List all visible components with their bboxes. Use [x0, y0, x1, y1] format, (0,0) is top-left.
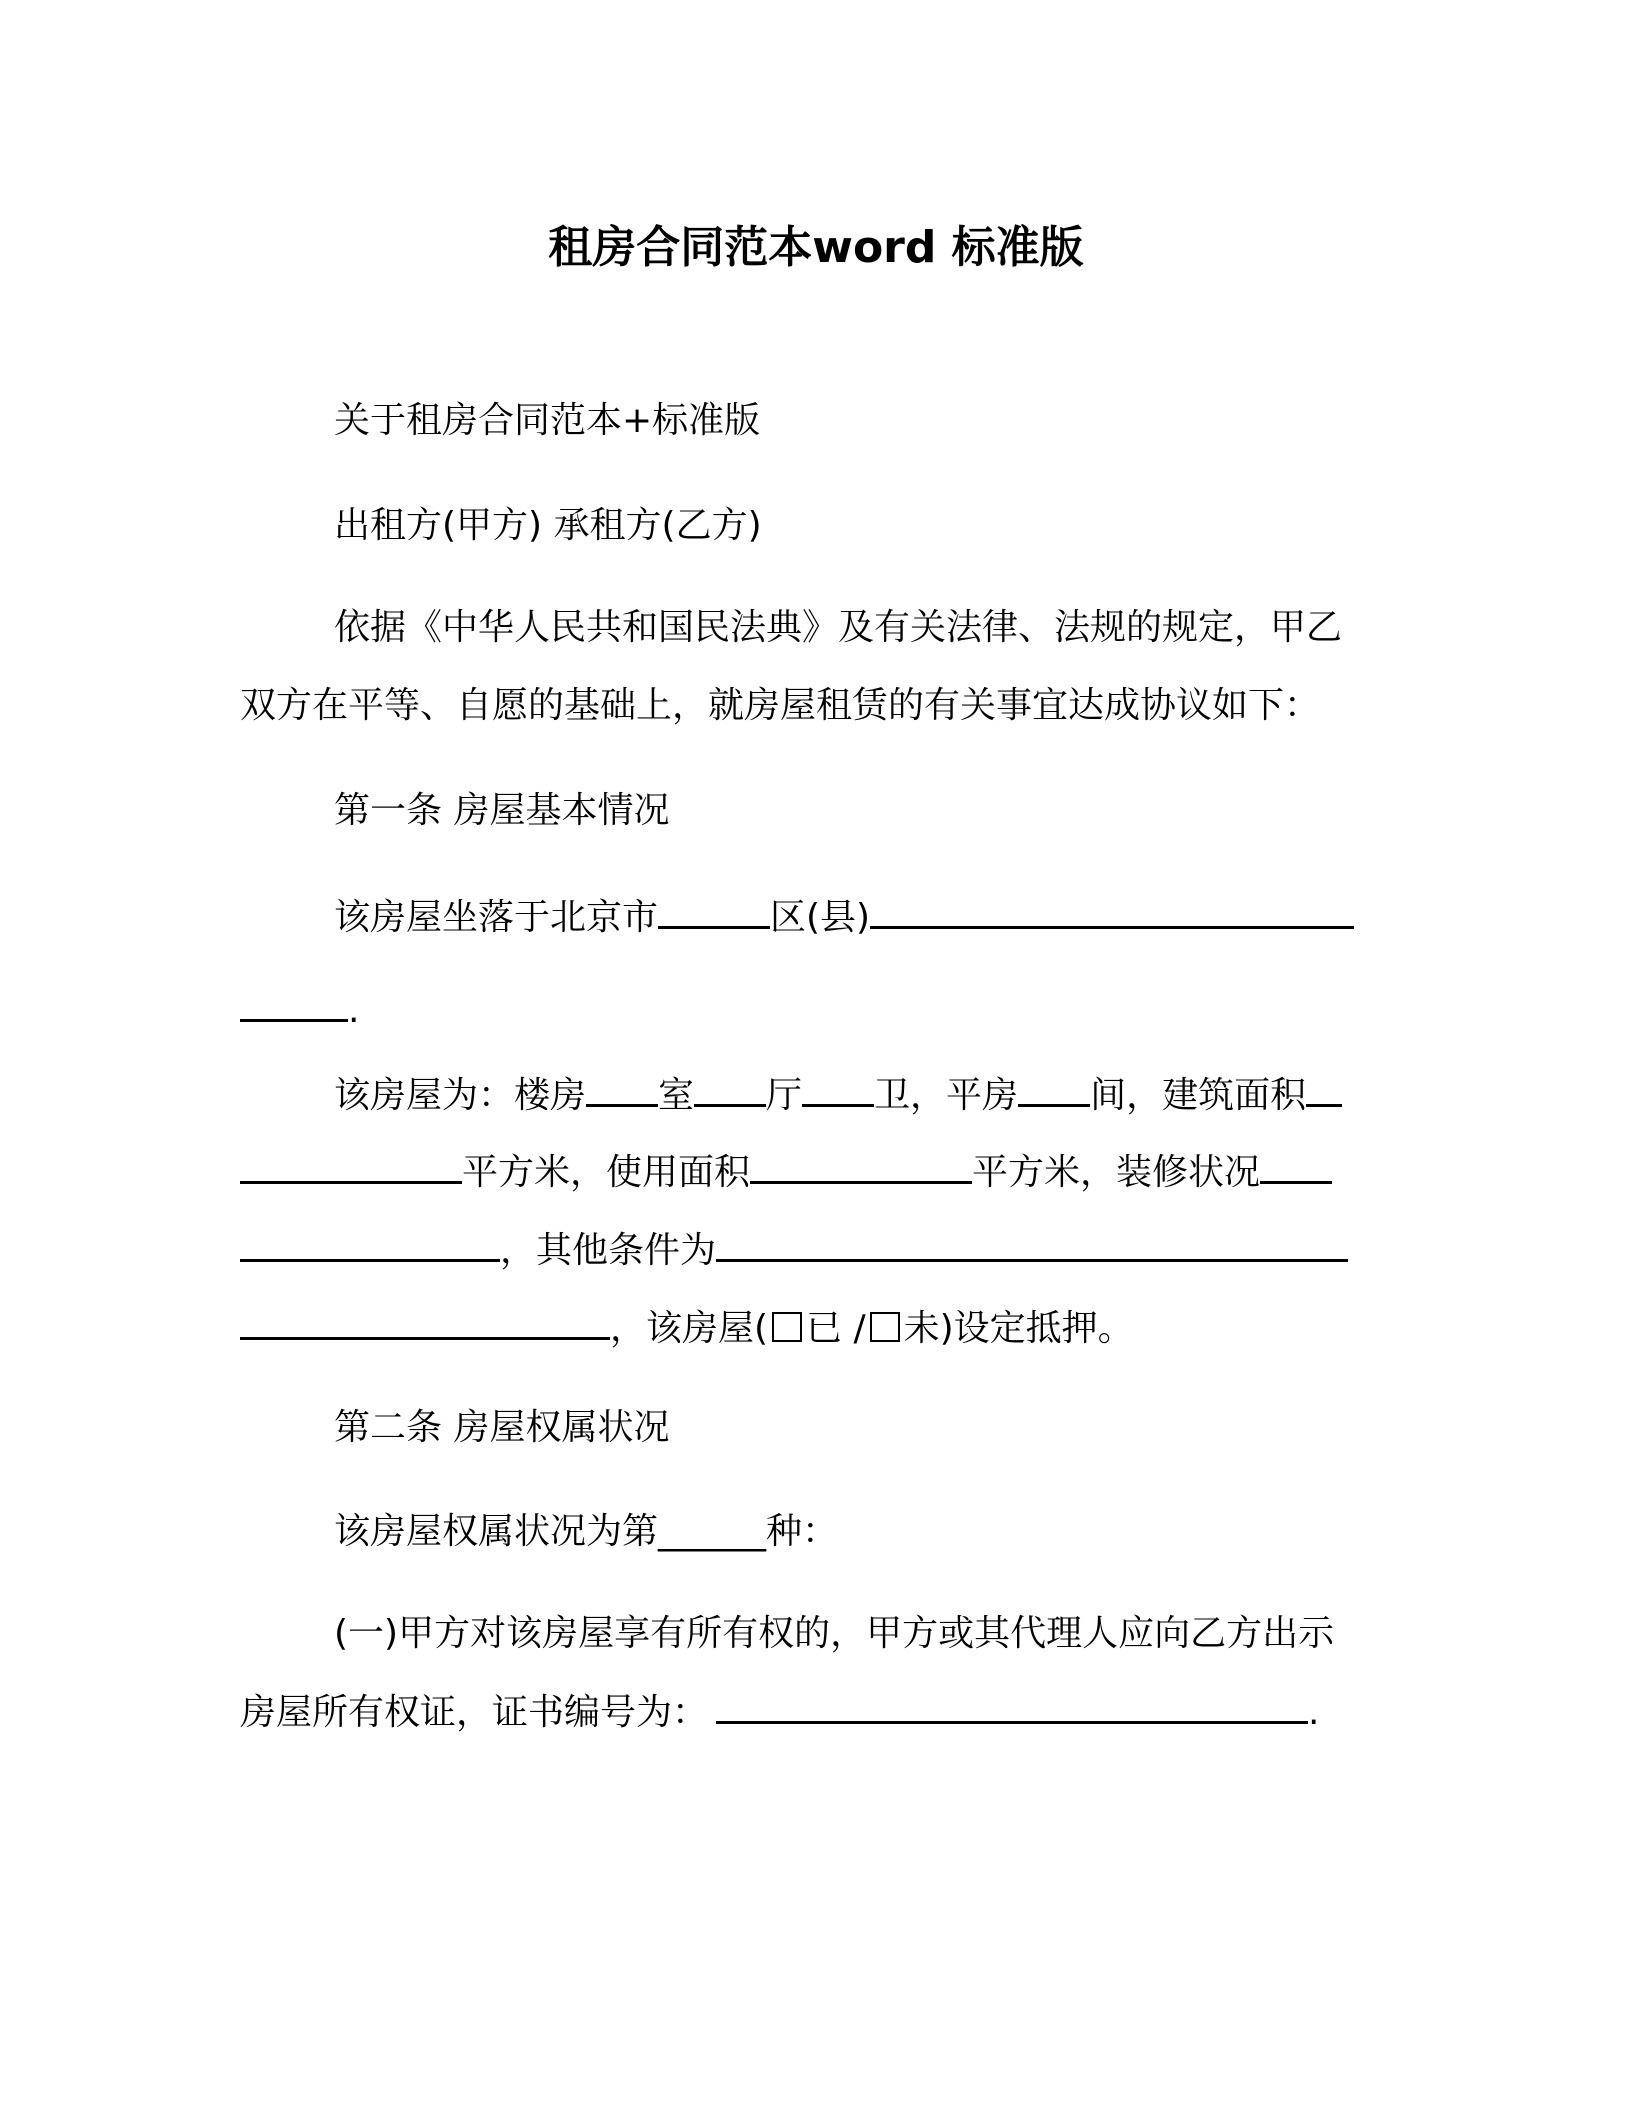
mortgage-yes-checkbox[interactable]: [772, 1312, 802, 1342]
layout-line-1: [334, 1070, 1342, 1120]
decoration-blank[interactable]: [1260, 1147, 1332, 1184]
bath-blank[interactable]: [802, 1070, 874, 1107]
parties-line: 出租方(甲方) 承租方(乙方): [334, 505, 762, 546]
mortgage-yes-label: 已 /: [806, 1308, 866, 1349]
certificate-number-blank[interactable]: [716, 1687, 1308, 1724]
preamble-line-2: 双方在平等、自愿的基础上，就房屋租赁的有关事宜达成协议如下：: [240, 685, 1321, 726]
article1-heading: 第一条 房屋基本情况: [334, 790, 670, 831]
room-blank[interactable]: [586, 1070, 658, 1107]
other-conditions-blank[interactable]: [716, 1225, 1348, 1262]
layout-line-2: [240, 1147, 1332, 1197]
address-blank-cont[interactable]: [240, 985, 348, 1022]
other-label: ，其他条件为: [500, 1230, 717, 1271]
status-line: [334, 1508, 838, 1556]
location-line: [334, 892, 1354, 942]
address-blank[interactable]: [870, 892, 1354, 929]
area-blank[interactable]: [1306, 1070, 1342, 1107]
location-end: .: [348, 990, 360, 1031]
article2-heading: 第二条 房屋权属状况: [334, 1407, 670, 1448]
clause1-line-2: [240, 1687, 1319, 1737]
jian-label: 间，建筑面积: [1090, 1075, 1307, 1116]
status-blank[interactable]: ______: [658, 1511, 767, 1552]
other-conditions-blank-cont[interactable]: [240, 1303, 610, 1340]
district-blank[interactable]: [658, 892, 770, 929]
sqm2-label: 平方米，装修状况: [972, 1152, 1261, 1193]
clause1-text: 房屋所有权证，证书编号为：: [240, 1692, 709, 1733]
room-label: 室: [658, 1075, 695, 1116]
document-title: 租房合同范本word 标准版: [548, 222, 1084, 273]
clause1-end: .: [1308, 1692, 1320, 1733]
jian-blank[interactable]: [1018, 1070, 1090, 1107]
mortgage-no-checkbox[interactable]: [870, 1312, 900, 1342]
layout-prefix: 该房屋为：楼房: [334, 1075, 587, 1116]
hall-label: 厅: [766, 1075, 803, 1116]
mortgage-no-label: 未)设定抵押。: [903, 1308, 1134, 1349]
status-suffix: 种：: [766, 1511, 839, 1552]
layout-line-3: [240, 1225, 1348, 1275]
layout-line-4: [240, 1303, 1134, 1353]
sqm1-label: 平方米，使用面积: [462, 1152, 751, 1193]
area-blank-cont[interactable]: [240, 1147, 462, 1184]
clause1-line-1: (一)甲方对该房屋享有所有权的，甲方或其代理人应向乙方出示: [334, 1613, 1335, 1654]
mortgage-prefix: ，该房屋(: [610, 1308, 769, 1349]
preamble-line-1: 依据《中华人民共和国民法典》及有关法律、法规的规定，甲乙: [334, 607, 1343, 648]
intro-line: 关于租房合同范本+标准版: [334, 400, 761, 441]
hall-blank[interactable]: [694, 1070, 766, 1107]
bath-label: 卫，平房: [874, 1075, 1019, 1116]
status-prefix: 该房屋权属状况为第: [334, 1511, 659, 1552]
district-label: 区(县): [770, 897, 871, 938]
usable-area-blank[interactable]: [750, 1147, 972, 1184]
location-prefix: 该房屋坐落于北京市: [334, 897, 659, 938]
location-line-cont: [240, 985, 359, 1035]
decoration-blank-cont[interactable]: [240, 1225, 500, 1262]
